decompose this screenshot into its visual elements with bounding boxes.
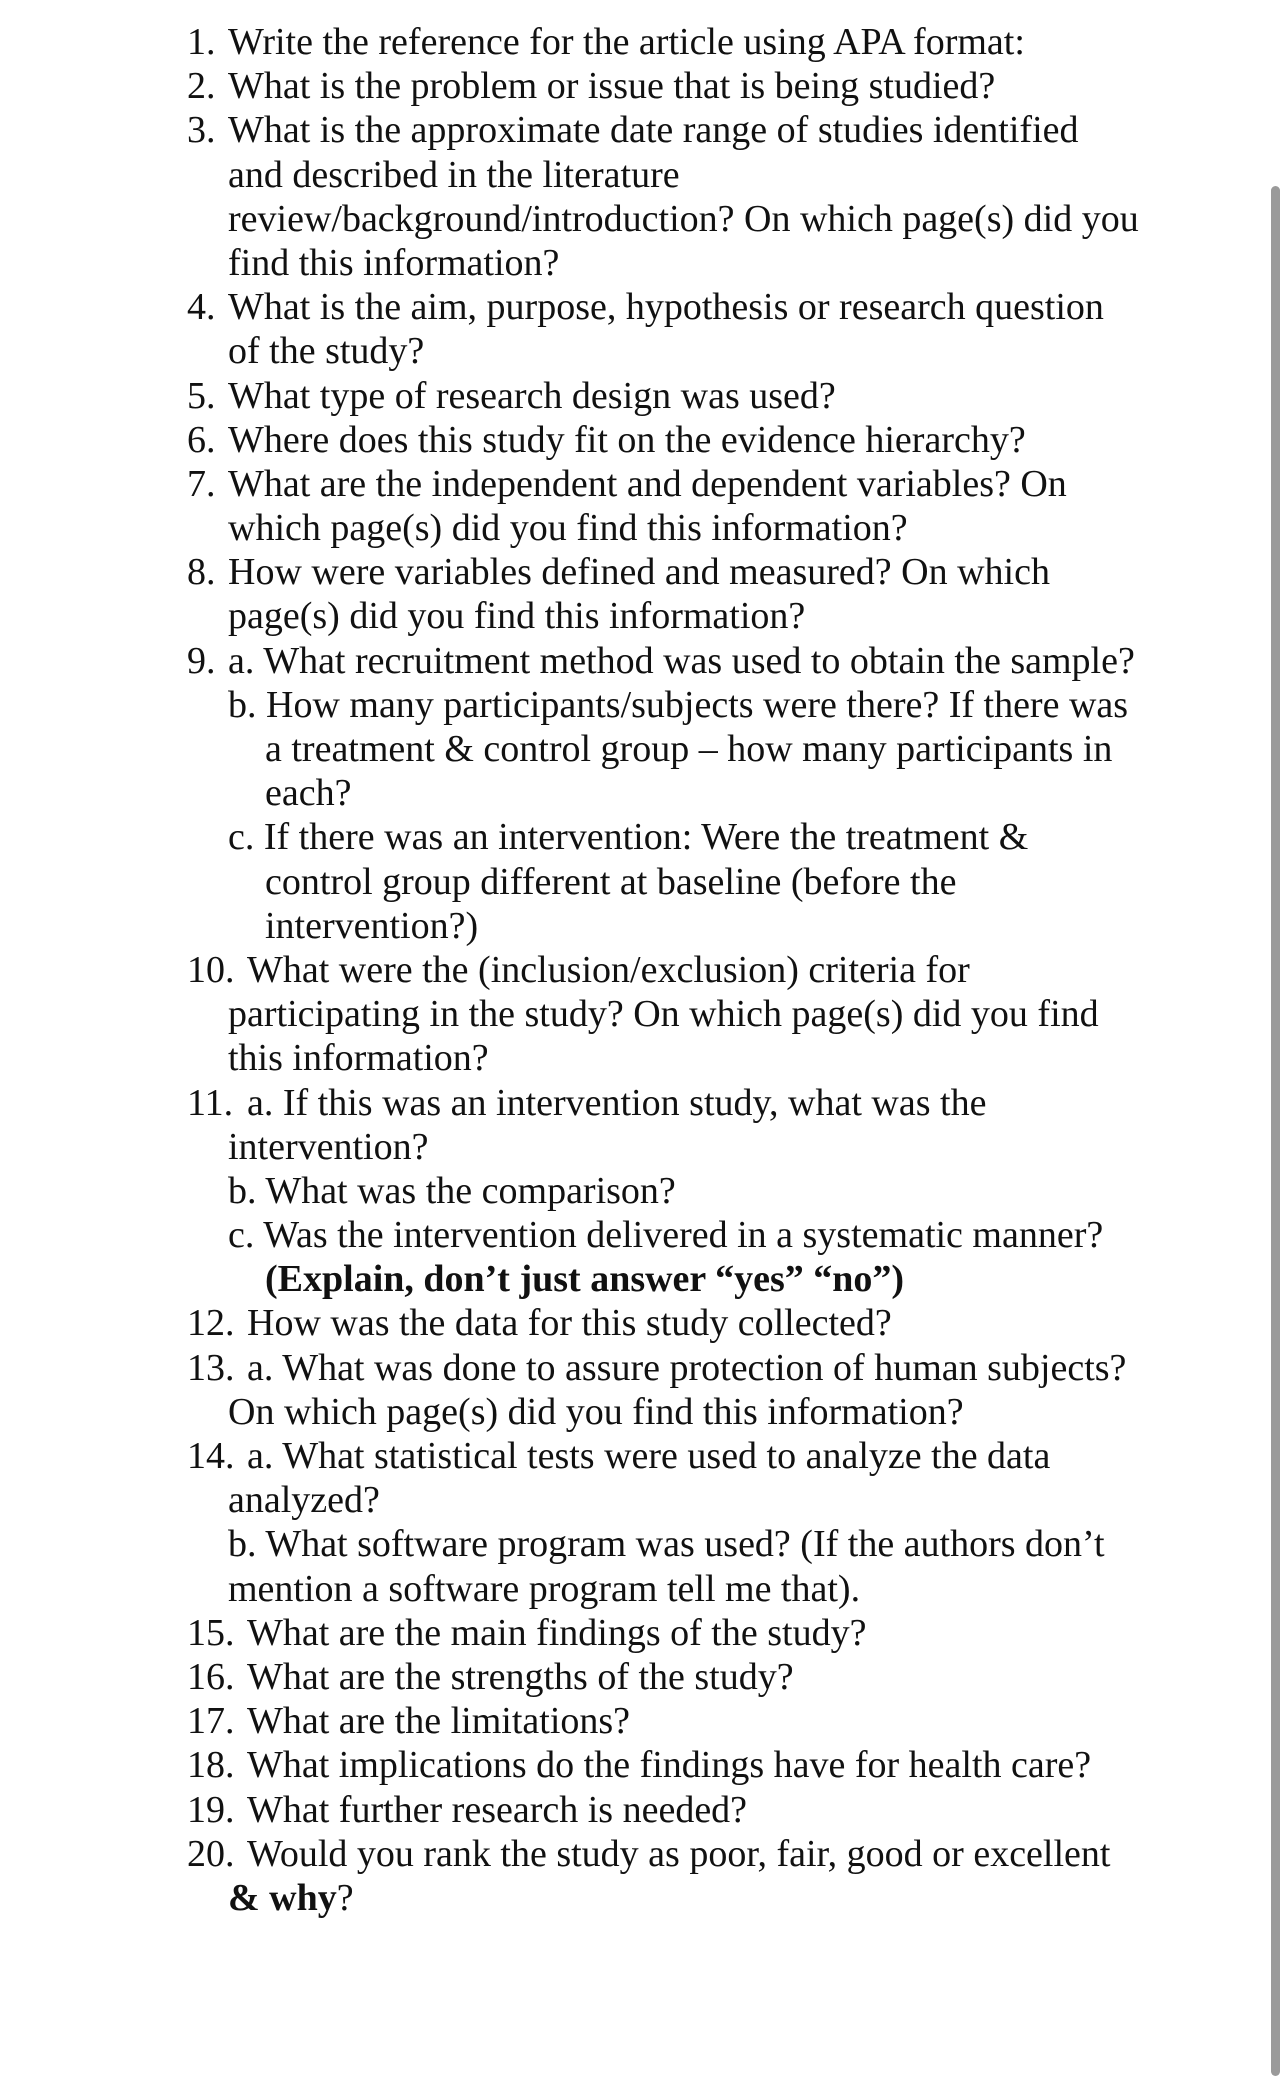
question-text: What type of research design was used? <box>228 374 836 417</box>
question-text: analyzed? <box>228 1479 380 1522</box>
sub-label: a. <box>247 1081 274 1124</box>
question-text: review/background/introduction? On which page(s) did you <box>228 197 1139 240</box>
question-text: What are the strengths of the study? <box>247 1655 794 1698</box>
question-text: which page(s) did you find this information? <box>228 507 908 550</box>
question-text: What is the approximate date range of studies identified <box>228 109 1079 152</box>
question-text: ? <box>336 1876 354 1919</box>
question-12 <box>0 1301 1260 1345</box>
question-number: 2. <box>187 65 216 108</box>
question-text: Was the intervention delivered in a systematic manner? <box>263 1214 1104 1257</box>
question-13 <box>0 1346 1260 1390</box>
question-2 <box>0 64 1260 108</box>
question-text: control group different at baseline (before the <box>265 860 957 903</box>
vertical-scrollbar[interactable] <box>1271 186 1280 2076</box>
question-text: What are the independent and dependent variables? On <box>228 462 1067 505</box>
sub-label: c. <box>228 816 255 859</box>
emphasis-note: & why <box>228 1876 337 1919</box>
question-number: 17. <box>187 1700 235 1743</box>
question-text: On which page(s) did you find this information? <box>228 1390 964 1433</box>
question-text: If this was an intervention study, what was the <box>282 1081 987 1124</box>
question-number: 7. <box>187 462 216 505</box>
question-14 <box>0 1434 1260 1478</box>
question-text: What statistical tests were used to analyze the data <box>282 1435 1051 1477</box>
question-10 <box>0 948 1260 992</box>
question-text: How many participants/subjects were there? If there was <box>266 683 1129 726</box>
question-number: 14. <box>187 1435 235 1477</box>
question-text: a treatment & control group – how many participants in <box>265 728 1113 770</box>
question-text: What was the comparison? <box>265 1169 676 1212</box>
question-number: 8. <box>187 551 216 594</box>
question-text: How were variables defined and measured? On which <box>228 551 1050 594</box>
question-number: 1. <box>187 21 216 63</box>
question-16 <box>0 1655 1260 1699</box>
question-number: 20. <box>187 1832 235 1875</box>
question-9 <box>0 639 1260 683</box>
question-text: What are the main findings of the study? <box>247 1611 867 1654</box>
question-text: What is the problem or issue that is being studied? <box>228 65 996 108</box>
question-text: Where does this study fit on the evidence hierarchy? <box>228 418 1026 461</box>
question-19 <box>0 1788 1260 1832</box>
question-number: 10. <box>187 948 235 991</box>
question-text: What recruitment method was used to obtain the sample? <box>263 639 1135 682</box>
question-text: What was done to assure protection of human subjects? <box>282 1346 1127 1389</box>
question-20 <box>0 1832 1260 1876</box>
question-text: What implications do the findings have for health care? <box>247 1744 1092 1787</box>
emphasis-note: (Explain, don’t just answer “yes” “no”) <box>265 1258 905 1301</box>
question-number: 13. <box>187 1346 235 1389</box>
sub-label: b. <box>228 1169 257 1212</box>
question-text: What are the limitations? <box>247 1700 631 1743</box>
question-text: What software program was used? (If the authors don’t <box>265 1523 1105 1566</box>
question-7 <box>0 462 1260 506</box>
question-text: What further research is needed? <box>247 1788 748 1831</box>
question-text: this information? <box>228 1037 489 1080</box>
question-8 <box>0 550 1260 594</box>
question-number: 5. <box>187 374 216 417</box>
sub-label: b. <box>228 683 257 726</box>
question-text: participating in the study? On which page(s) did you find <box>228 993 1099 1036</box>
question-text: What were the (inclusion/exclusion) criteria for <box>247 948 970 991</box>
question-text: Would you rank the study as poor, fair, good or excellent <box>247 1832 1111 1875</box>
question-number: 15. <box>187 1611 235 1654</box>
question-text: intervention?) <box>265 904 479 947</box>
sub-label: a. <box>247 1435 274 1477</box>
question-1 <box>0 20 1260 64</box>
question-text: find this information? <box>228 241 560 284</box>
question-text: What is the aim, purpose, hypothesis or research question <box>228 286 1104 329</box>
question-text: How was the data for this study collected? <box>247 1302 892 1345</box>
question-number: 12. <box>187 1302 235 1345</box>
question-3 <box>0 108 1260 152</box>
question-number: 18. <box>187 1744 235 1787</box>
question-number: 19. <box>187 1788 235 1831</box>
question-text: intervention? <box>228 1125 429 1168</box>
question-text: If there was an intervention: Were the treatment & <box>263 816 1029 859</box>
question-text: each? <box>265 772 352 815</box>
question-11 <box>0 1081 1260 1125</box>
question-text: of the study? <box>228 330 425 373</box>
sub-label: a. <box>228 639 255 682</box>
question-text: page(s) did you find this information? <box>228 595 806 638</box>
question-5 <box>0 374 1260 418</box>
question-18 <box>0 1743 1260 1787</box>
question-text: and described in the literature <box>228 153 680 196</box>
question-document <box>0 20 1260 1920</box>
question-number: 9. <box>187 639 216 682</box>
sub-label: a. <box>247 1346 274 1389</box>
sub-label: b. <box>228 1523 257 1566</box>
question-number: 16. <box>187 1655 235 1698</box>
question-text: mention a software program tell me that). <box>228 1567 861 1610</box>
question-6 <box>0 418 1260 462</box>
question-4 <box>0 285 1260 329</box>
question-number: 11. <box>187 1081 234 1124</box>
question-number: 3. <box>187 109 216 152</box>
question-number: 6. <box>187 418 216 461</box>
question-number: 4. <box>187 286 216 329</box>
question-15 <box>0 1611 1260 1655</box>
sub-label: c. <box>228 1214 255 1257</box>
question-text: Write the reference for the article using APA format: <box>228 21 1025 63</box>
question-17 <box>0 1699 1260 1743</box>
